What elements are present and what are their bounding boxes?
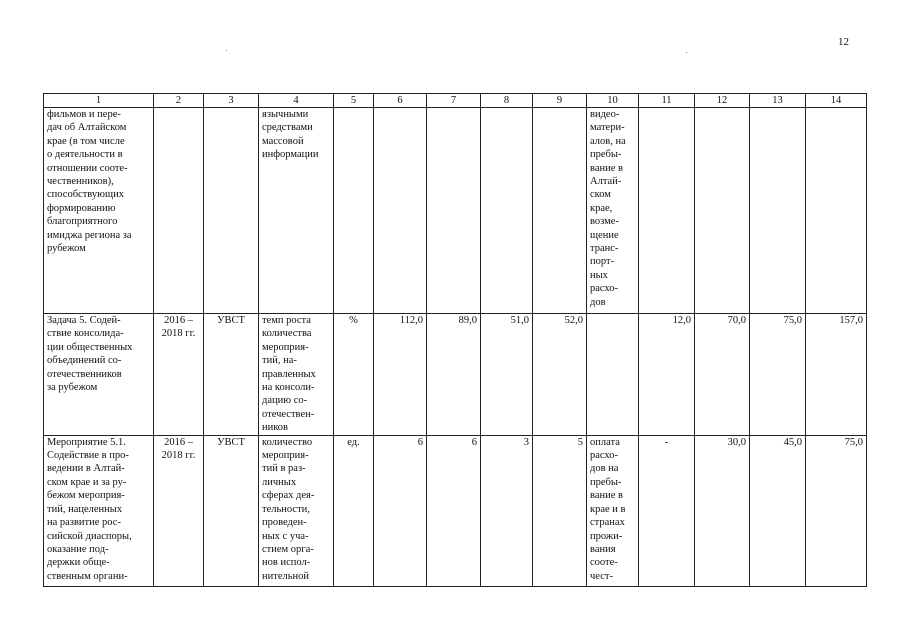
scan-speck <box>686 52 687 53</box>
column-header: 11 <box>639 94 695 108</box>
cell-value <box>374 108 427 314</box>
cell-value <box>806 108 867 314</box>
cell-value: 51,0 <box>481 314 533 436</box>
cell-value: 157,0 <box>806 314 867 436</box>
cell-unit: ед. <box>334 435 374 586</box>
cell-indicator: количество мероприя- тий в раз- личных сферах дея- тельности, проведен- ных с уча- стием орга- нов испол- нительной <box>259 435 334 586</box>
cell-unit: % <box>334 314 374 436</box>
column-header: 2 <box>154 94 204 108</box>
cell-value: 112,0 <box>374 314 427 436</box>
cell-executor: УВСТ <box>204 435 259 586</box>
cell-value: 3 <box>481 435 533 586</box>
table-row <box>44 314 867 436</box>
cell-value <box>427 108 481 314</box>
cell-value <box>639 108 695 314</box>
cell-name: Задача 5. Содей- ствие консолида- ции общественных объединений со- отечественников за рубежом <box>44 314 154 436</box>
column-header: 14 <box>806 94 867 108</box>
cell-value <box>481 108 533 314</box>
header-row <box>44 94 867 108</box>
cell-value <box>533 108 587 314</box>
cell-value: 75,0 <box>750 314 806 436</box>
cell-period: 2016 – 2018 гг. <box>154 314 204 436</box>
cell-value: - <box>639 435 695 586</box>
column-header: 3 <box>204 94 259 108</box>
column-header: 13 <box>750 94 806 108</box>
scan-speck <box>226 50 227 51</box>
cell-expense-direction <box>587 314 639 436</box>
cell-value: 45,0 <box>750 435 806 586</box>
column-header: 5 <box>334 94 374 108</box>
cell-value: 52,0 <box>533 314 587 436</box>
column-header: 8 <box>481 94 533 108</box>
page-number: 12 <box>838 36 849 48</box>
column-header: 12 <box>695 94 750 108</box>
column-header: 10 <box>587 94 639 108</box>
column-header: 1 <box>44 94 154 108</box>
table-row <box>44 108 867 314</box>
cell-name: Мероприятие 5.1. Содействие в про- ведении в Алтай- ском крае и за ру- бежом мероприя- тий, нацеленных на развитие рос- сийской диаспоры, оказание под- держки обще- ственным органи- <box>44 435 154 586</box>
table-row <box>44 435 867 586</box>
cell-value <box>750 108 806 314</box>
cell-executor: УВСТ <box>204 314 259 436</box>
column-header: 9 <box>533 94 587 108</box>
cell-expense-direction: оплата расхо- дов на пребы- вание в крае и в странах прожи- вания сооте- чест- <box>587 435 639 586</box>
column-header: 7 <box>427 94 481 108</box>
cell-value: 5 <box>533 435 587 586</box>
cell-expense-direction: видео- матери- алов, на пребы- вание в Алтай- ском крае, возме- щение транс- порт- ных расхо- дов <box>587 108 639 314</box>
cell-period <box>154 108 204 314</box>
cell-period: 2016 – 2018 гг. <box>154 435 204 586</box>
cell-value: 89,0 <box>427 314 481 436</box>
cell-value: 75,0 <box>806 435 867 586</box>
column-header: 6 <box>374 94 427 108</box>
cell-unit <box>334 108 374 314</box>
cell-name: фильмов и пере- дач об Алтайском крае (в том числе о деятельности в отношении сооте- чественников), способствующих формированию благоприятного имиджа региона за рубежом <box>44 108 154 314</box>
cell-value: 12,0 <box>639 314 695 436</box>
column-header: 4 <box>259 94 334 108</box>
cell-executor <box>204 108 259 314</box>
cell-value: 30,0 <box>695 435 750 586</box>
cell-indicator: язычными средствами массовой информации <box>259 108 334 314</box>
cell-value <box>695 108 750 314</box>
program-table <box>43 93 867 587</box>
cell-indicator: темп роста количества мероприя- тий, на- правленных на консоли- дацию со- отечествен- ников <box>259 314 334 436</box>
cell-value: 6 <box>427 435 481 586</box>
cell-value: 70,0 <box>695 314 750 436</box>
cell-value: 6 <box>374 435 427 586</box>
